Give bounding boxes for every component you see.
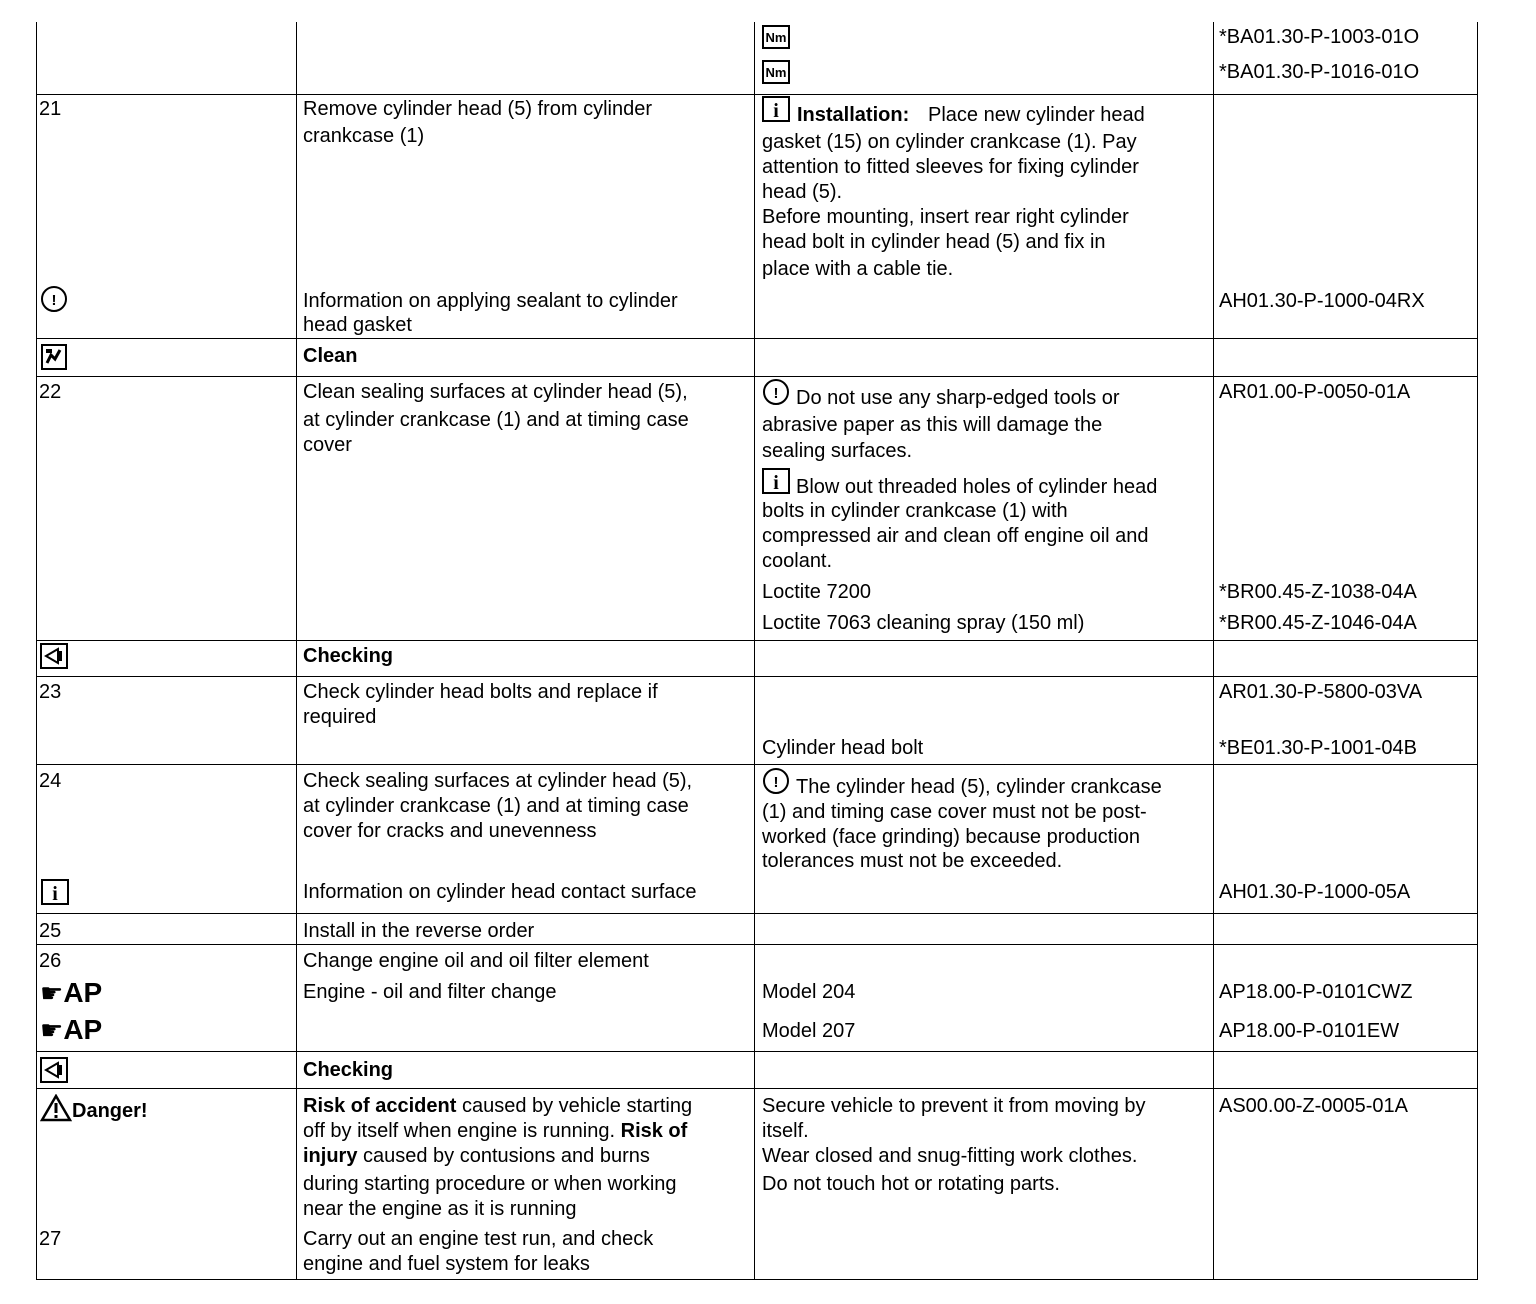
nm-icon bbox=[762, 25, 790, 49]
warning-note: abrasive paper as this will damage the bbox=[762, 414, 1103, 436]
row-divider bbox=[36, 676, 1478, 677]
row-divider bbox=[36, 94, 1478, 95]
risk-text: off by itself when engine is running. bbox=[303, 1120, 616, 1142]
risk-text: caused by vehicle starting bbox=[456, 1095, 693, 1117]
torque-ref-1[interactable]: *BA01.30-P-1003-01O bbox=[1219, 26, 1420, 48]
warning-note: tolerances must not be exceeded. bbox=[762, 850, 1063, 872]
step-number: 26 bbox=[39, 950, 62, 972]
step-action: at cylinder crankcase (1) and at timing case bbox=[303, 409, 689, 431]
step-action: Change engine oil and oil filter element bbox=[303, 950, 649, 972]
svg-text:Nm: Nm bbox=[765, 65, 787, 80]
doc-ref-link[interactable]: AR01.00-P-0050-01A bbox=[1219, 381, 1411, 403]
note-line: head (5). bbox=[762, 181, 843, 203]
danger-risk-line: during starting procedure or when working bbox=[303, 1173, 677, 1195]
row-divider bbox=[36, 913, 1478, 914]
warning-circle-icon bbox=[40, 285, 68, 313]
step-number: 27 bbox=[39, 1228, 62, 1250]
doc-ref-link[interactable]: AP18.00-P-0101EW bbox=[1219, 1020, 1400, 1042]
torque-ref-2[interactable]: *BA01.30-P-1016-01O bbox=[1219, 61, 1420, 83]
hand-pointer-icon: ☛ bbox=[40, 978, 64, 1008]
step-action: required bbox=[303, 706, 377, 728]
ap-reference-marker[interactable] bbox=[40, 1015, 102, 1045]
svg-text:i: i bbox=[52, 883, 58, 905]
safety-measure: itself. bbox=[762, 1120, 809, 1142]
doc-ref-link[interactable]: *BR00.45-Z-1046-04A bbox=[1219, 612, 1417, 634]
table-border-left bbox=[36, 22, 37, 1280]
doc-ref-link[interactable]: AH01.30-P-1000-05A bbox=[1219, 881, 1411, 903]
warning-note: Do not use any sharp-edged tools or bbox=[796, 387, 1120, 409]
section-header-clean: Clean bbox=[303, 345, 358, 367]
column-divider bbox=[754, 22, 755, 1280]
step-action: Remove cylinder head (5) from cylinder bbox=[303, 98, 653, 120]
row-divider bbox=[36, 376, 1478, 377]
doc-ref-link[interactable]: *BR00.45-Z-1038-04A bbox=[1219, 581, 1417, 603]
row-divider bbox=[36, 640, 1478, 641]
row-divider bbox=[36, 1088, 1478, 1089]
table-border-bottom bbox=[36, 1279, 1478, 1280]
step-number: 23 bbox=[39, 681, 62, 703]
clean-icon bbox=[41, 344, 67, 370]
column-divider bbox=[1213, 22, 1214, 1280]
ap-reference-marker[interactable] bbox=[40, 978, 102, 1008]
step-number: 21 bbox=[39, 98, 62, 120]
step-number: 25 bbox=[39, 920, 62, 942]
doc-ref-link[interactable]: AP18.00-P-0101CWZ bbox=[1219, 981, 1413, 1003]
material-name: Loctite 7200 bbox=[762, 581, 871, 603]
svg-text:i: i bbox=[773, 100, 779, 122]
checking-icon bbox=[40, 1057, 68, 1083]
danger-risk-line bbox=[303, 1119, 687, 1144]
info-note: compressed air and clean off engine oil and bbox=[762, 525, 1149, 547]
risk-injury: Risk of bbox=[620, 1120, 688, 1142]
svg-text:!: ! bbox=[51, 292, 57, 309]
info-action: head gasket bbox=[303, 314, 412, 336]
sub-action: Engine - oil and filter change bbox=[303, 981, 557, 1003]
procedure-table bbox=[36, 22, 1478, 1280]
info-icon bbox=[762, 96, 790, 122]
info-icon bbox=[41, 879, 69, 905]
hand-pointer-icon: ☛ bbox=[40, 1015, 64, 1045]
risk-text: caused by contusions and burns bbox=[357, 1145, 650, 1167]
note-line: Place new cylinder head bbox=[928, 104, 1145, 126]
doc-ref-link[interactable]: AH01.30-P-1000-04RX bbox=[1219, 290, 1425, 312]
step-action: Install in the reverse order bbox=[303, 920, 535, 942]
step-action: cover for cracks and unevenness bbox=[303, 820, 597, 842]
model-name: Model 204 bbox=[762, 981, 856, 1003]
warning-note: The cylinder head (5), cylinder crankcase bbox=[796, 776, 1162, 798]
note-line: place with a cable tie. bbox=[762, 258, 954, 280]
step-action: Carry out an engine test run, and check bbox=[303, 1228, 654, 1250]
risk-injury: injury bbox=[303, 1145, 358, 1167]
info-icon bbox=[762, 468, 790, 494]
checking-icon bbox=[40, 643, 68, 669]
doc-ref-link[interactable]: *BE01.30-P-1001-04B bbox=[1219, 737, 1417, 759]
note-line: attention to fitted sleeves for fixing cylinder bbox=[762, 156, 1139, 178]
note-line: Before mounting, insert rear right cylinder bbox=[762, 206, 1129, 228]
ap-label: AP bbox=[63, 1014, 103, 1045]
svg-text:i: i bbox=[773, 472, 779, 494]
warning-note: worked (face grinding) because production bbox=[762, 826, 1140, 848]
safety-measure: Do not touch hot or rotating parts. bbox=[762, 1173, 1060, 1195]
row-divider bbox=[36, 944, 1478, 945]
warning-circle-icon bbox=[762, 767, 790, 795]
section-header-checking: Checking bbox=[303, 1059, 394, 1081]
doc-ref-link[interactable]: AS00.00-Z-0005-01A bbox=[1219, 1095, 1409, 1117]
warning-note: (1) and timing case cover must not be post- bbox=[762, 801, 1147, 823]
row-divider bbox=[36, 338, 1478, 339]
danger-risk-line: near the engine as it is running bbox=[303, 1198, 577, 1220]
info-note: Blow out threaded holes of cylinder head bbox=[796, 476, 1158, 498]
warning-circle-icon bbox=[762, 378, 790, 406]
warning-note: sealing surfaces. bbox=[762, 440, 913, 462]
note-line: head bolt in cylinder head (5) and fix in bbox=[762, 231, 1106, 253]
info-action: Information on applying sealant to cylinder bbox=[303, 290, 678, 312]
doc-ref-link[interactable]: AR01.30-P-5800-03VA bbox=[1219, 681, 1423, 703]
danger-risk-line bbox=[303, 1144, 650, 1169]
table-border-right bbox=[1477, 22, 1478, 1280]
ap-label: AP bbox=[63, 977, 103, 1008]
column-divider bbox=[296, 22, 297, 1280]
risk-accident: Risk of accident bbox=[303, 1095, 457, 1117]
svg-text:!: ! bbox=[773, 774, 779, 791]
step-action: engine and fuel system for leaks bbox=[303, 1253, 590, 1275]
info-note: bolts in cylinder crankcase (1) with bbox=[762, 500, 1068, 522]
step-number: 24 bbox=[39, 770, 62, 792]
section-header-checking: Checking bbox=[303, 645, 394, 667]
info-note: coolant. bbox=[762, 550, 833, 572]
safety-measure: Wear closed and snug-fitting work clothes. bbox=[762, 1145, 1138, 1167]
step-number: 22 bbox=[39, 381, 62, 403]
step-action: at cylinder crankcase (1) and at timing case bbox=[303, 795, 689, 817]
model-name: Model 207 bbox=[762, 1020, 856, 1042]
danger-text: Danger! bbox=[72, 1100, 148, 1122]
row-divider bbox=[36, 764, 1478, 765]
installation-label: Installation: bbox=[797, 104, 910, 126]
safety-measure: Secure vehicle to prevent it from moving by bbox=[762, 1095, 1146, 1117]
step-action: Check cylinder head bolts and replace if bbox=[303, 681, 658, 703]
step-action: cover bbox=[303, 434, 352, 456]
nm-icon bbox=[762, 60, 790, 84]
svg-text:Nm: Nm bbox=[765, 30, 787, 45]
part-name: Cylinder head bolt bbox=[762, 737, 924, 759]
danger-triangle-icon bbox=[40, 1094, 72, 1122]
step-action: crankcase (1) bbox=[303, 125, 425, 147]
step-action: Clean sealing surfaces at cylinder head (5), bbox=[303, 381, 688, 403]
info-action: Information on cylinder head contact surface bbox=[303, 881, 697, 903]
material-name: Loctite 7063 cleaning spray (150 ml) bbox=[762, 612, 1085, 634]
svg-text:!: ! bbox=[773, 385, 779, 402]
note-line: gasket (15) on cylinder crankcase (1). Pay bbox=[762, 131, 1137, 153]
danger-risk-line bbox=[303, 1094, 692, 1119]
step-action: Check sealing surfaces at cylinder head (5), bbox=[303, 770, 693, 792]
danger-label bbox=[40, 1094, 148, 1124]
row-divider bbox=[36, 1051, 1478, 1052]
